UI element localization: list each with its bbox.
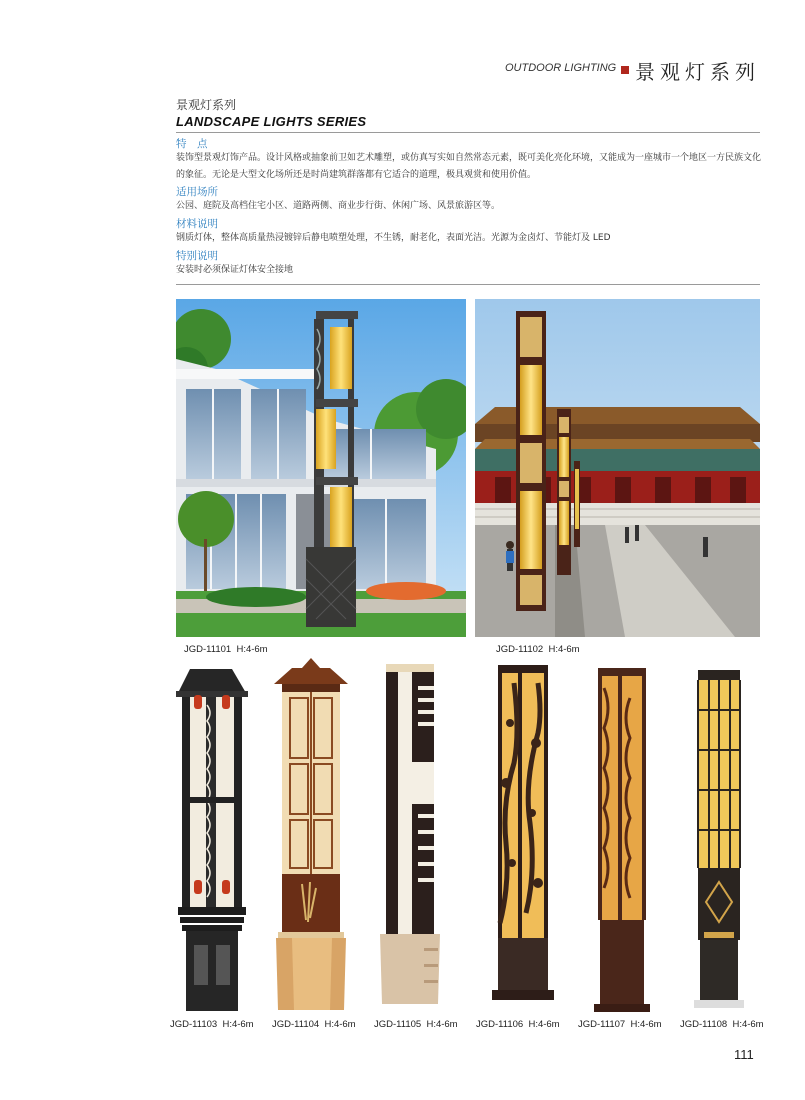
caption-11106: JGD-11106 H:4-6m <box>476 1019 560 1030</box>
product-image-11108 <box>694 670 744 1010</box>
section-text-notes: 安装时必须保证灯体安全接地 <box>176 265 294 275</box>
section-heading-applications: 适用场所 <box>176 186 218 198</box>
section-heading-materials: 材料说明 <box>176 218 218 230</box>
product-image-11103 <box>176 665 248 1015</box>
header-english: OUTDOOR LIGHTING <box>505 62 617 74</box>
caption-11101: JGD-11101 H:4-6m <box>184 644 268 655</box>
product-image-11106 <box>492 663 554 1008</box>
product-image-11107 <box>592 668 652 1013</box>
page-number: 111 <box>734 1047 754 1062</box>
caption-11104: JGD-11104 H:4-6m <box>272 1019 356 1030</box>
page-title-en: LANDSCAPE LIGHTS SERIES <box>176 114 367 129</box>
section-divider <box>176 284 760 285</box>
title-divider <box>176 132 760 133</box>
section-text-features: 装饰型景观灯饰产品。设计风格或抽象前卫如艺术雕塑，或仿真写实如自然常态元素，既可美化亮化环境，又能成为一座城市一个地区一方民族文化的象征。无论是大型文化场所还是时尚建筑群落都有它适合的道理，极具观赏和使用价值。 <box>176 153 762 180</box>
caption-11105: JGD-11105 H:4-6m <box>374 1019 458 1030</box>
section-text-applications: 公园、庭院及高档住宅小区、道路两侧、商业步行街、休闲广场、风景旅游区等。 <box>176 201 501 211</box>
product-photo-11102 <box>475 299 760 637</box>
product-photo-11101 <box>176 299 466 637</box>
caption-11102: JGD-11102 H:4-6m <box>496 644 580 655</box>
product-image-11104 <box>272 658 350 1015</box>
page-title-cn: 景观灯系列 <box>176 98 237 112</box>
section-heading-features: 特 点 <box>176 138 208 150</box>
section-heading-notes: 特别说明 <box>176 250 218 262</box>
caption-11103: JGD-11103 H:4-6m <box>170 1019 254 1030</box>
caption-11107: JGD-11107 H:4-6m <box>578 1019 662 1030</box>
header-accent-square <box>621 66 629 74</box>
caption-11108: JGD-11108 H:4-6m <box>680 1019 764 1030</box>
section-text-materials: 钢质灯体，整体高质量热浸镀锌后静电喷塑处理，不生锈，耐老化，表面光洁。光源为金卤灯、节能灯及 LED <box>176 233 611 243</box>
header-chinese: 景观灯系列 <box>635 60 760 84</box>
product-image-11105 <box>378 664 442 1009</box>
